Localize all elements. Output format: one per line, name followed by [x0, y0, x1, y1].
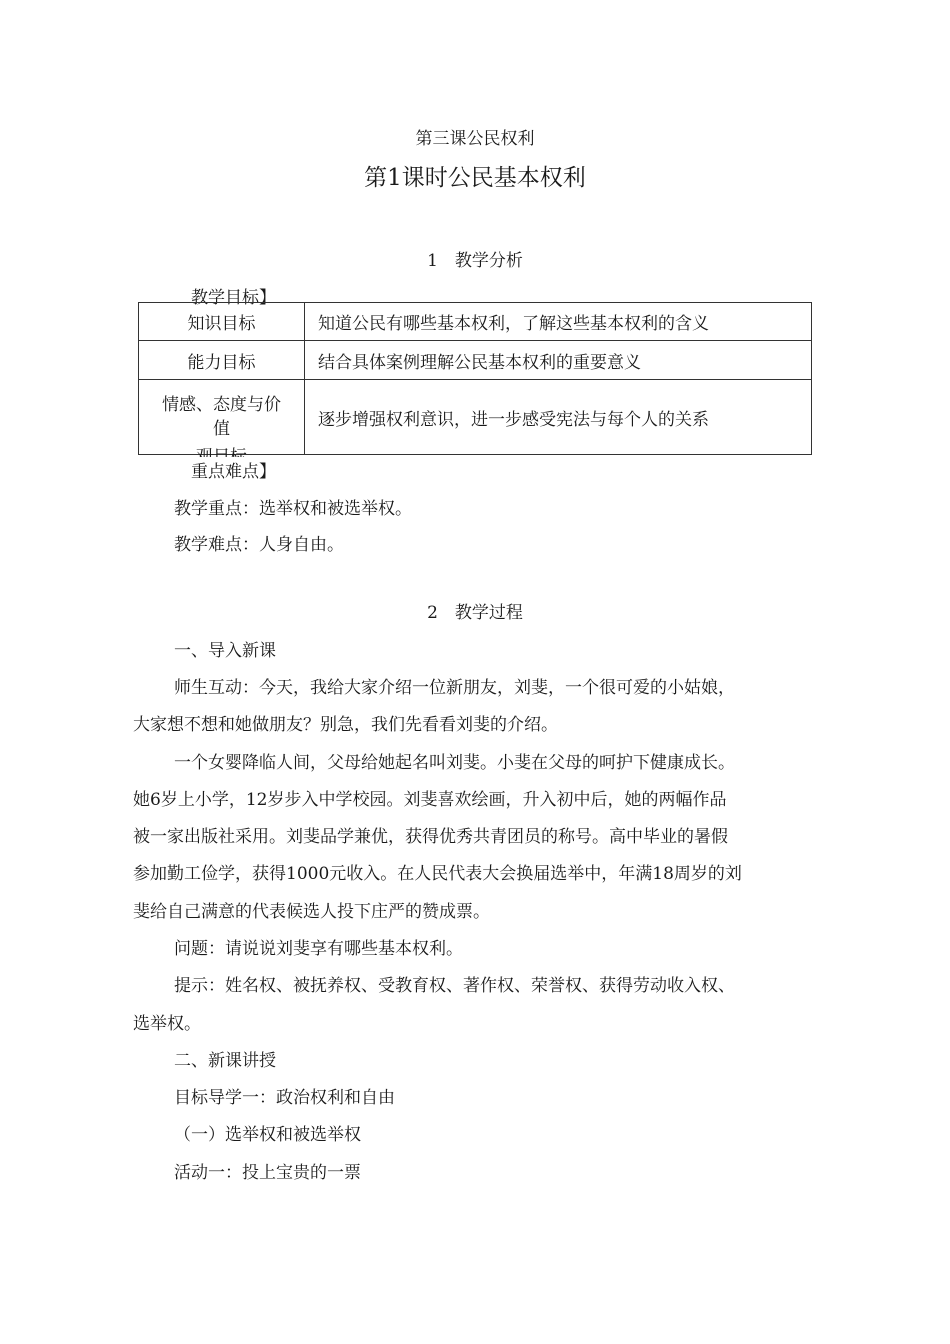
goal-key-line: 情感、态度与价	[162, 395, 281, 415]
table-row	[139, 380, 812, 455]
goal-value: 知道公民有哪些基本权利，了解这些基本权利的含义	[305, 303, 812, 341]
table-row	[139, 341, 812, 380]
goals-table	[138, 302, 812, 455]
table-row	[139, 303, 812, 341]
goal-key-line: 值	[213, 419, 230, 439]
sub1-title: （一）选举权和被选举权	[174, 1125, 361, 1145]
para2-line: 一个女婴降临人间，父母给她起名叫刘斐。小斐在父母的呵护下健康成长。	[174, 753, 735, 773]
part2-title: 二、新课讲授	[174, 1051, 276, 1071]
section1-heading: 1 教学分析	[427, 251, 523, 271]
section2-heading: 2 教学过程	[427, 603, 523, 623]
hint-line: 选举权。	[133, 1014, 201, 1034]
hint-line: 提示：姓名权、被抚养权、受教育权、著作权、荣誉权、获得劳动收入权、	[174, 976, 735, 996]
para1-line: 师生互动：今天，我给大家介绍一位新朋友，刘斐，一个很可爱的小姑娘，	[174, 678, 735, 698]
period-title: 第1课时公民基本权利	[364, 165, 586, 191]
activity1-title: 活动一：投上宝贵的一票	[174, 1163, 361, 1183]
part1-title: 一、导入新课	[174, 641, 276, 661]
para2-line: 她6岁上小学，12岁步入中学校园。刘斐喜欢绘画，升入初中后，她的两幅作品	[133, 790, 727, 810]
goal-key: 知识目标	[139, 303, 305, 341]
focus-label: 重点难点】	[191, 457, 276, 482]
goals-label: 教学目标】	[191, 288, 276, 308]
goal-key-cell	[139, 380, 305, 455]
goal-value: 逐步增强权利意识，进一步感受宪法与每个人的关系	[305, 380, 812, 455]
goal-key: 能力目标	[139, 341, 305, 380]
goal-value: 结合具体案例理解公民基本权利的重要意义	[305, 341, 812, 380]
lesson-title: 第三课公民权利	[415, 129, 535, 149]
para2-line: 被一家出版社采用。刘斐品学兼优，获得优秀共青团员的称号。高中毕业的暑假	[133, 827, 728, 847]
para1-line: 大家想不想和她做朋友？别急，我们先看看刘斐的介绍。	[133, 715, 558, 735]
para2-line: 参加勤工俭学，获得1000元收入。在人民代表大会换届选举中，年满18周岁的刘	[133, 864, 742, 884]
difficulty-point: 教学难点：人身自由。	[174, 535, 344, 555]
para2-line: 斐给自己满意的代表候选人投下庄严的赞成票。	[133, 902, 490, 922]
focus-point: 教学重点：选举权和被选举权。	[174, 499, 412, 519]
goal1-title: 目标导学一：政治权利和自由	[174, 1088, 395, 1108]
question: 问题：请说说刘斐享有哪些基本权利。	[174, 939, 463, 959]
